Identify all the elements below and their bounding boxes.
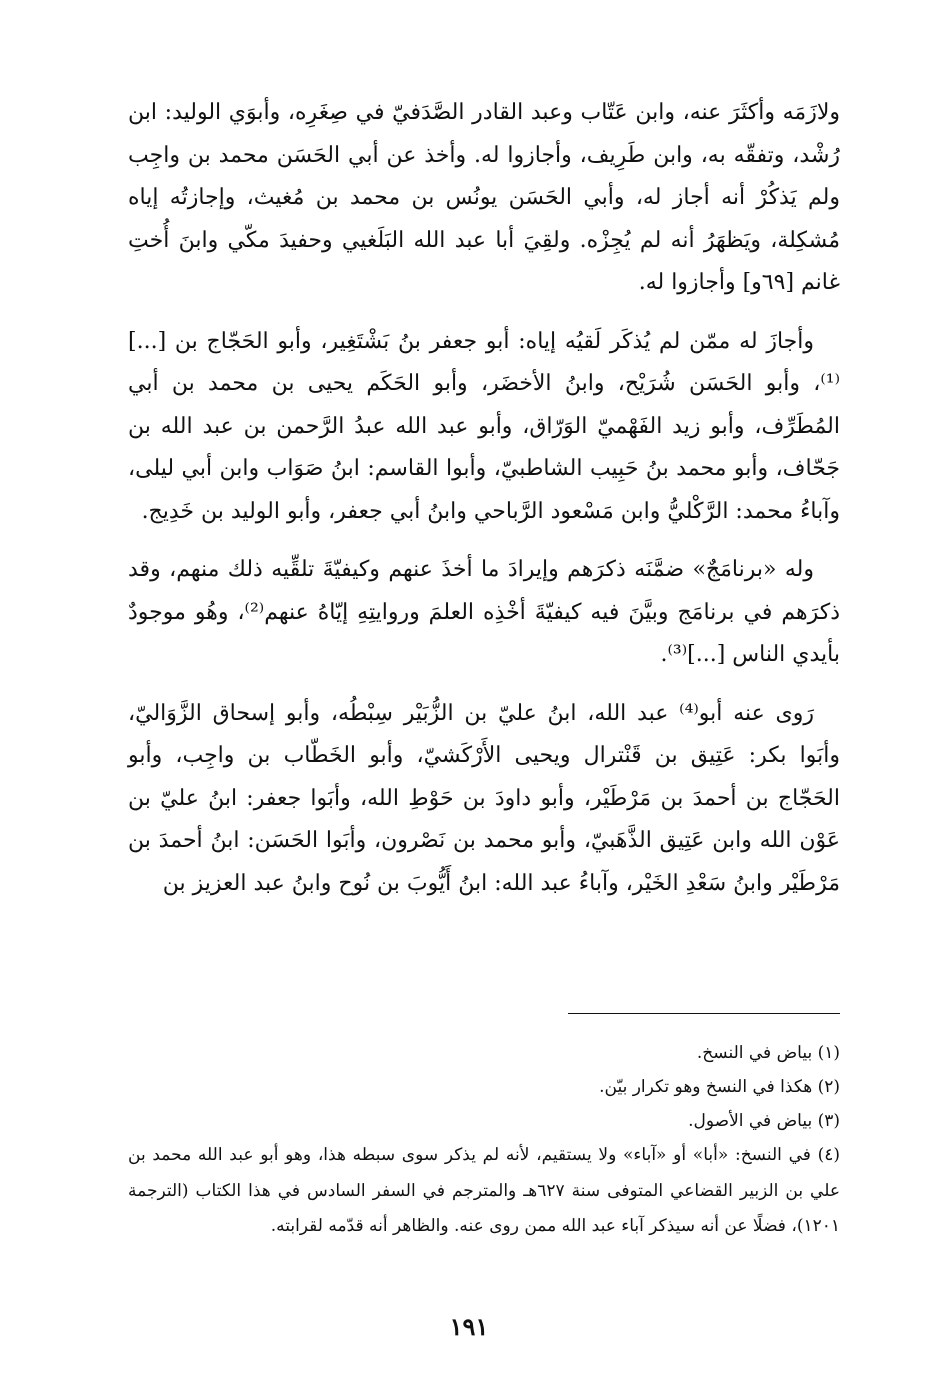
footnote: (٣) بياض في الأصول.	[688, 1111, 840, 1131]
footnote-separator	[568, 1013, 840, 1014]
body-paragraph: وأجازَ له ممّن لم يُذكَر لَقيُه إياه: أبو جعفر بنُ بَشْتَغِير، وأبو الحَجّاج بن [...]⁽¹⁾، وأبو الحَسَن شُرَيْح، وابنُ الأخضَر، وأبو الحَكَم يحيى بن محمد بن أبي المُطَرِّف، وأبو زيد الفَهْميّ الوَرّاق، وأبو عبد الله عبدُ الرَّحمن بن عبد الله بن جَحّاف، وأبو محمد بنُ حَبِيب الشاطبيّ، وأبوا القاسم: ابنُ صَوَاب وابن أبي ليلى، وآباءُ محمد: الرَّكْليُّ وابن مَسْعود الرَّباحي وابنُ أبي جعفر، وأبو الوليد بن خَدِيج.	[128, 328, 840, 524]
body-paragraph: رَوى عنه أبو⁽⁴⁾ عبد الله، ابنُ عليّ بن الزُّبَيْر سِبْطُه، وأبو إسحاق الزَّوَاليّ، وأبَوا بكر: عَتِيق بن قَنْترال ويحيى الأَرْكَشيّ، وأبو الخَطّاب بن واجِب، وأبو الحَجّاج بن أحمدَ بن مَرْطَيْر، وأبو داودَ بن حَوْطِ الله، وأبَوا جعفر: ابنُ عليّ بن عَوْن الله وابن عَتِيق الذَّهَبيّ، وأبو محمد بن نَصْرون، وأبَوا الحَسَن: ابنُ أحمدَ بن مَرْطَيْر وابنُ سَعْدِ الخَيْر، وآباءُ عبد الله: ابنُ أَيُّوبَ بن نُوح وابنُ عبد العزيز بن	[128, 700, 840, 896]
body-paragraph: ولازَمَه وأكثَرَ عنه، وابن عَتّاب وعبد القادر الصَّدَفيّ في صِغَرِه، وأبوَي الوليد: ابن رُشْد، وتفقّه به، وابن طَرِيف، وأجازوا له. وأخذ عن أبي الحَسَن محمد بن واجِب ولم يَذكُرْ أنه أجاز له، وأبي الحَسَن يونُس بن محمد بن مُغيث، وإجازتُه إياه مُشكِلة، ويَظهَرُ أنه لم يُجِزْه. ولقِيَ أبا عبد الله البَلَغيي وحفيدَ مكّي وابنَ أُختِ غانم [٦٩و] وأجازوا له.	[128, 100, 840, 295]
page-number: ١٩١	[449, 1312, 489, 1341]
main-text-block	[128, 92, 840, 921]
footnote: (٤) في النسخ: «أبا» أو «آباء» ولا يستقيم، لأنه لم يذكر سوى سبطه هذا، وهو أبو عبد الله محمد بن علي بن الزبير القضاعي المتوفى سنة ٦٢٧هـ والمترجم في السفر السادس في هذا الكتاب (الترجمة ١٢٠١)، فضلًا عن أنه سيذكر آباء عبد الله ممن روى عنه. والظاهر أنه قدّمه لقرابته.	[128, 1145, 841, 1236]
body-paragraph: وله «برنامَجٌ» ضمَّنَه ذكرَهم وإيرادَ ما أخذَ عنهم وكيفيّةَ تلقِّيه ذلك منهم، وقد ذكرَهم في برنامَج وبيَّنَ فيه كيفيّةَ أخْذِه العلمَ وروايتِهِ إيّاهُ عنهم⁽²⁾، وهُو موجودٌ بأيدي الناس [...]⁽³⁾.	[128, 557, 840, 667]
footnote: (٢) هكذا في النسخ وهو تكرار بيّن.	[599, 1077, 840, 1097]
footnote: (١) بياض في النسخ.	[696, 1043, 840, 1063]
footnotes-section	[128, 1036, 840, 1245]
